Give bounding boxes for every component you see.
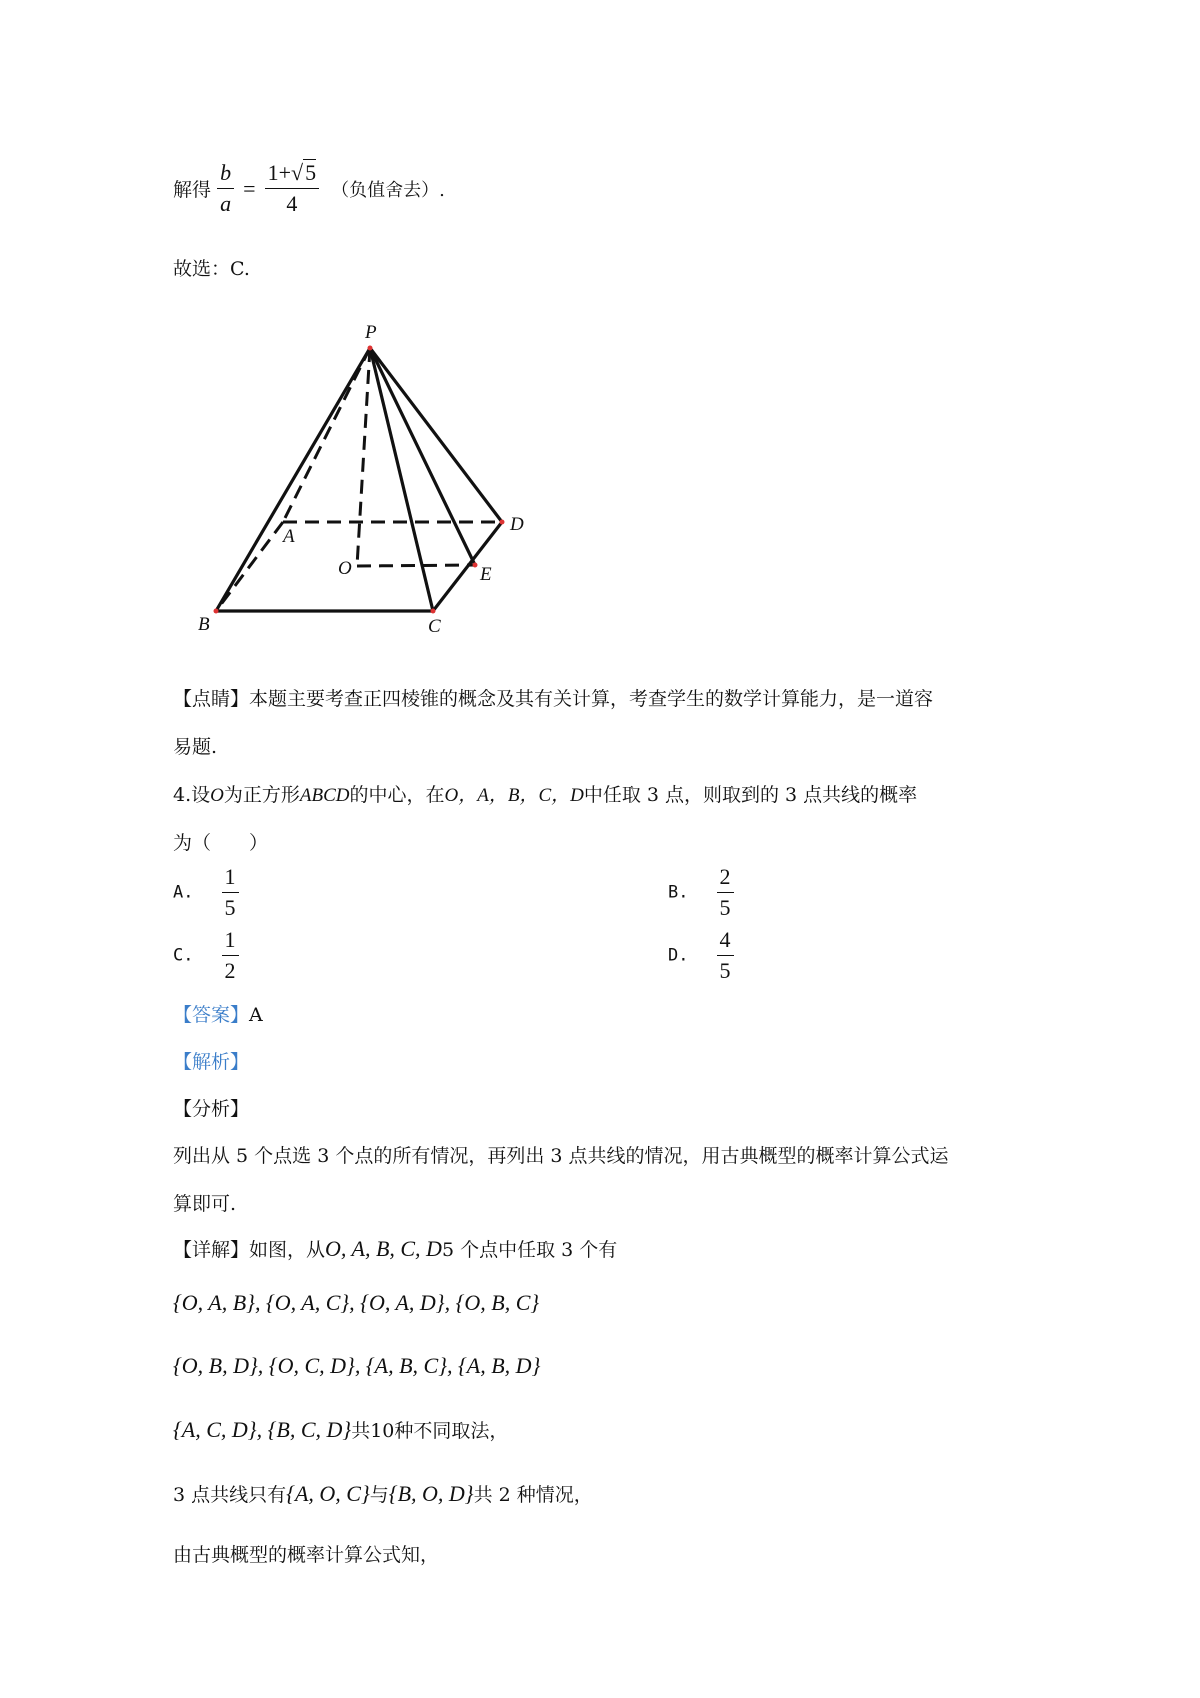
option-C-label: C. [173,945,194,966]
lhs-fraction [217,160,234,217]
set-row-1: {O, A, B}, {O, A, C}, {O, A, D}, {O, B, C} [173,1290,540,1315]
comment-line-1: 【点睛】本题主要考查正四棱锥的概念及其有关计算，考查学生的数学计算能力，是一道容 [173,688,934,710]
lhs-denominator: a [220,191,232,216]
label-A: A [283,526,295,547]
vertex-B [214,609,219,614]
label-D: D [510,514,524,535]
option-A-fraction [222,864,239,921]
collinear-line [173,1480,593,1507]
q4-text-d: 中任取 3 点，则取到的 3 点共线的概率 [583,784,918,806]
solve-note: （负值舍去）. [331,179,445,201]
fenxi-line-2: 算即可. [173,1193,237,1215]
answer-tag: 【答案】 [173,1004,250,1026]
answer-line [173,1000,263,1027]
set-row-2: {O, B, D}, {O, C, D}, {A, B, C}, {A, B, D} [173,1353,541,1378]
label-P: P [365,322,377,343]
comment-line-2: 易题. [173,736,218,758]
edge-PO [357,348,370,566]
option-D-den: 5 [719,958,731,983]
collinear-set-2: {B, O, D} [388,1481,474,1506]
rhs-denominator: 4 [286,191,298,216]
fenxi-line-1: 列出从 5 个点选 3 个点的所有情况，再列出 3 点共线的情况，用古典概型的概率计算公式运 [173,1145,949,1167]
option-A-den: 5 [224,895,236,920]
detail-rest: 5 个点中任取 3 个有 [441,1239,618,1261]
option-D[interactable] [668,927,734,984]
option-B[interactable] [668,864,734,921]
choose-line: 故选：C. [173,258,250,280]
question-4-line-2: 为（ ） [173,832,269,854]
edge-OE [357,565,475,566]
option-C[interactable] [173,927,239,984]
label-O: O [338,558,352,579]
vertex-D [500,520,505,525]
set-row-3-tail: 共10种不同取法， [351,1420,509,1442]
collinear-c: 共 2 种情况， [473,1484,593,1506]
q4-point-O: O [210,785,224,806]
set-row-3-sets: {A, C, D}, {B, C, D} [173,1417,352,1442]
edge-AB [216,522,283,611]
question-4-line-1 [173,780,917,807]
vertex-C [431,609,436,614]
fenxi-tag: 【分析】 [173,1098,250,1120]
detail-line [173,1235,617,1262]
option-B-num: 2 [717,864,734,893]
detail-tag: 【详解】如图，从 [173,1239,326,1261]
pyramid-figure [180,310,560,640]
option-B-fraction [717,864,734,921]
label-B: B [198,614,210,635]
q4-text-c: 的中心，在 [349,784,445,806]
option-A-num: 1 [222,864,239,893]
label-C: C [428,616,441,637]
q4-text-b: 为正方形 [223,784,300,806]
lhs-numerator: b [217,160,234,189]
last-line: 由古典概型的概率计算公式知， [173,1544,440,1566]
rhs-sqrt-value: 5 [305,160,317,185]
equals-sign: = [243,175,256,201]
option-B-den: 5 [719,895,731,920]
q4-square-name: ABCD [299,785,350,806]
collinear-set-1: {A, O, C} [286,1481,370,1506]
label-E: E [480,564,492,585]
option-C-num: 1 [222,927,239,956]
q4-points: O，A，B，C，D [444,785,584,806]
rhs-numerator: 1+√5 [265,160,320,189]
option-C-fraction [222,927,239,984]
collinear-a: 3 点共线只有 [173,1484,287,1506]
analysis-tag: 【解析】 [173,1051,250,1073]
rhs-fraction [265,160,320,217]
answer-value: A [249,1004,263,1026]
vertex-E [473,563,478,568]
collinear-b: 与 [369,1484,389,1506]
edge-PA [283,348,370,522]
solve-prefix: 解得 [173,179,212,201]
option-D-label: D. [668,945,689,966]
edge-PE [370,348,475,565]
rhs-num-part: 1+ [267,160,291,185]
option-A-label: A. [173,882,194,903]
option-C-den: 2 [224,958,236,983]
vertex-P [368,346,373,351]
q4-text-a: 4.设 [173,784,211,806]
detail-points: O, A, B, C, D [325,1236,442,1261]
set-row-3 [173,1416,508,1443]
solve-line [173,160,445,217]
option-B-label: B. [668,882,689,903]
option-D-num: 4 [717,927,734,956]
option-A[interactable] [173,864,239,921]
option-D-fraction [717,927,734,984]
